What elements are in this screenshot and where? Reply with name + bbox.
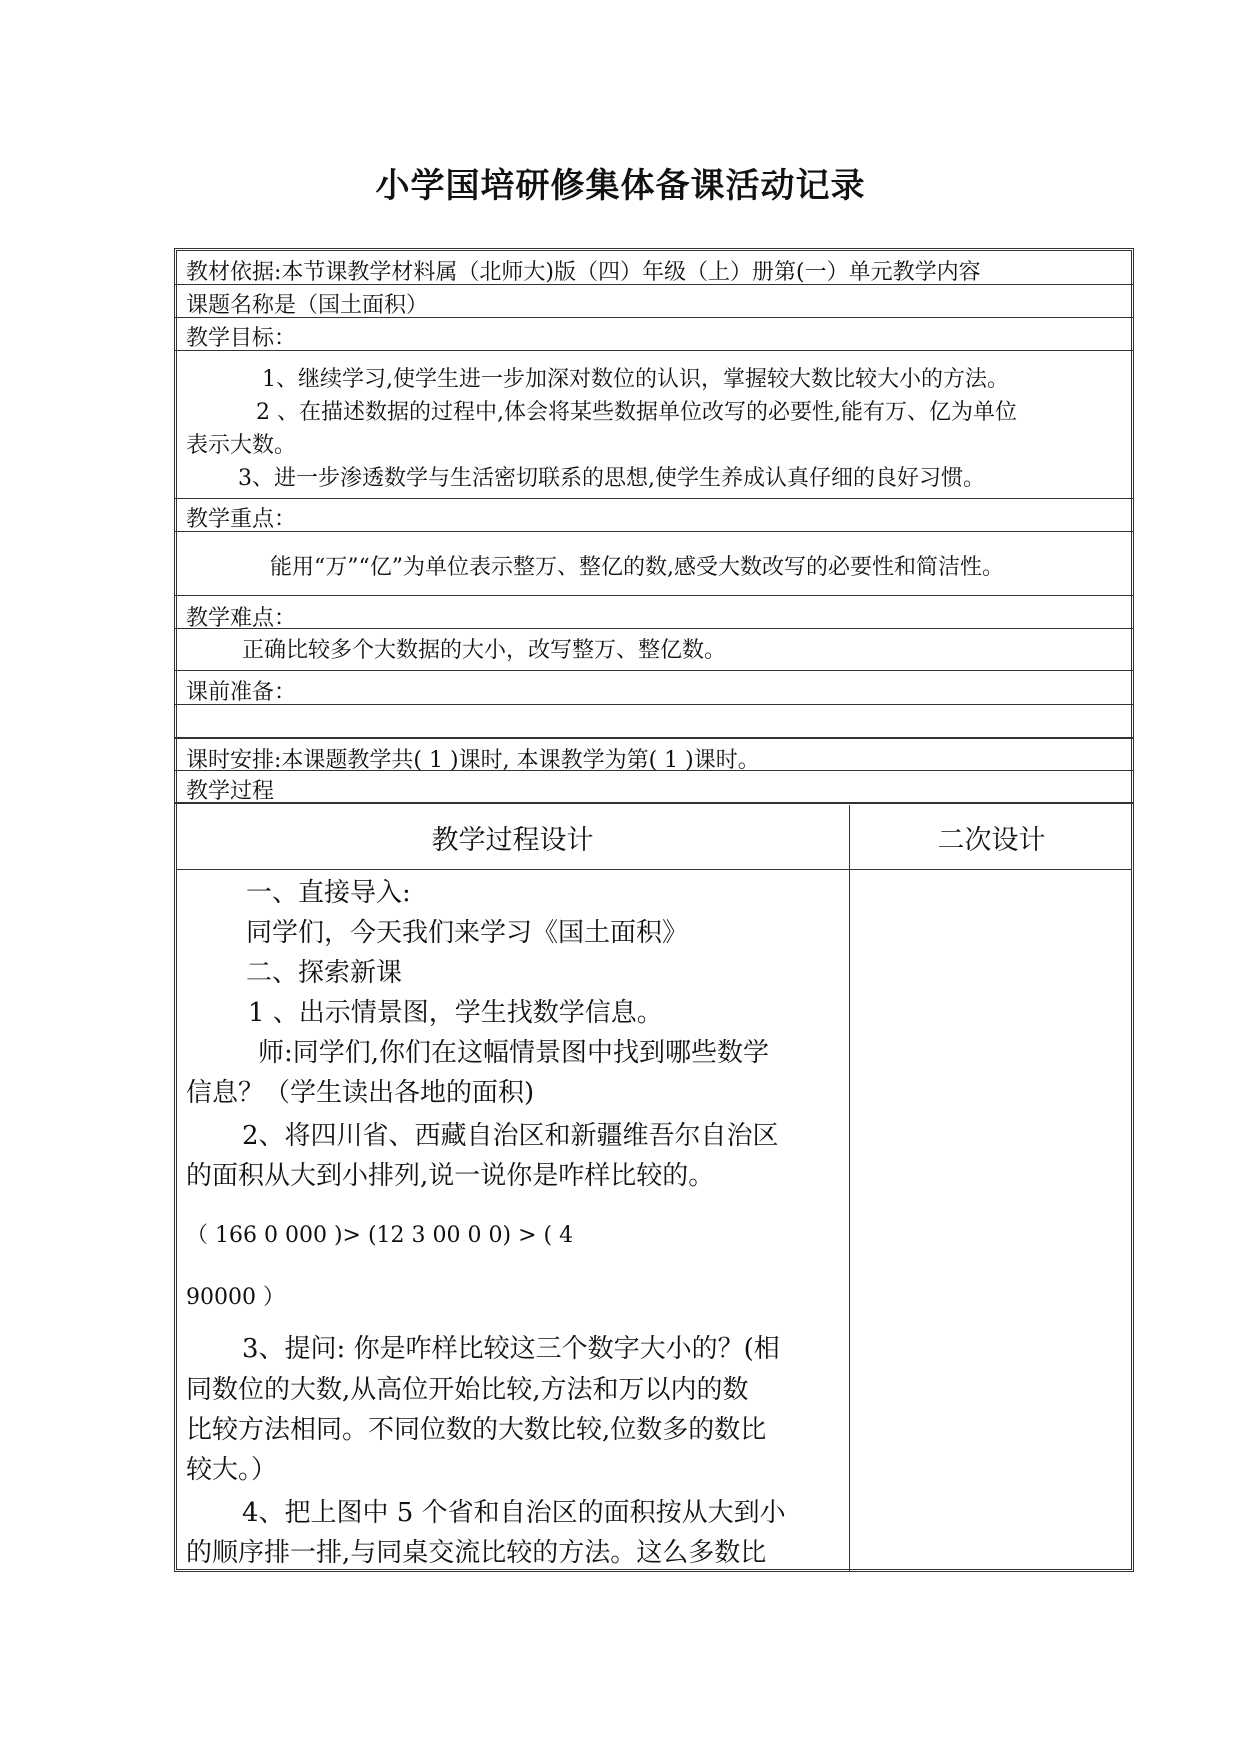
comparison-line: （ 166 0 000 )> (12 3 00 0 0) > ( 4 — [186, 1223, 574, 1248]
schedule-row — [174, 738, 1134, 771]
key-points-text: 能用“万”“亿”为单位表示整万、整亿的数,感受大数改写的必要性和简洁性。 — [270, 555, 1004, 580]
process-line: 4、把上图中 5 个省和自治区的面积按从大到小 — [242, 1498, 786, 1528]
difficulties-label: 教学难点： — [186, 606, 297, 631]
preparation-label: 课前准备： — [186, 680, 297, 705]
process-line: 一、直接导入: — [246, 878, 411, 908]
difficulties-text: 正确比较多个大数据的大小，改写整万、整亿数。 — [242, 638, 727, 663]
process-line: 师:同学们,你们在这幅情景图中找到哪些数学 — [258, 1038, 770, 1068]
process-line: 2、将四川省、西藏自治区和新疆维吾尔自治区 — [242, 1121, 779, 1151]
process-line: 的顺序排一排,与同桌交流比较的方法。这么多数比 — [186, 1538, 767, 1568]
key-points-label-row — [174, 499, 1134, 532]
process-label: 教学过程 — [186, 779, 275, 804]
objective-2-cont: 表示大数。 — [186, 433, 297, 458]
process-label-row — [174, 771, 1134, 804]
page-title: 小学国培研修集体备课活动记录 — [375, 166, 866, 206]
difficulties-row — [174, 629, 1134, 671]
difficulties-label-row — [174, 596, 1134, 629]
basis-label: 教材依据 — [186, 260, 275, 285]
process-line: 同学们，今天我们来学习《国土面积》 — [246, 918, 689, 948]
basis-line2: 课题名称是（国土面积） — [186, 293, 429, 318]
process-line: 较大。） — [186, 1455, 278, 1485]
process-design-header: 教学过程设计 — [431, 825, 594, 856]
objectives-label-row — [174, 318, 1134, 351]
preparation-label-row — [174, 671, 1134, 705]
objective-3: 3、进一步渗透数学与生活密切联系的思想,使学生养成认真仔细的良好习惯。 — [238, 466, 985, 491]
objectives-label: 教学目标： — [186, 326, 297, 351]
objective-1: 1、继续学习,使学生进一步加深对数位的认识，掌握较大数比较大小的方法。 — [262, 367, 1009, 392]
process-line: 信息？（学生读出各地的面积) — [186, 1078, 535, 1108]
preparation-row — [174, 705, 1134, 738]
process-design-content — [186, 870, 841, 1570]
process-line: 的面积从大到小排列,说一说你是咋样比较的。 — [186, 1161, 715, 1191]
schedule-label: 课时安排 — [186, 748, 275, 773]
key-points-row — [174, 532, 1134, 596]
process-line: 3、提问: 你是咋样比较这三个数字大小的？(相 — [242, 1334, 780, 1364]
objective-2: 2 、在描述数据的过程中,体会将某些数据单位改写的必要性,能有万、亿为单位 — [256, 400, 1017, 425]
basis-row-2 — [174, 285, 1134, 318]
process-line: 同数位的大数,从高位开始比较,方法和万以内的数 — [186, 1375, 749, 1405]
process-line: 1 、出示情景图，学生找数学信息。 — [248, 998, 663, 1028]
process-line: 比较方法相同。不同位数的大数比较,位数多的数比 — [186, 1415, 767, 1445]
basis-text: :本节课教学材料属（北师大)版（四）年级（上）册第(一）单元教学内容 — [274, 260, 981, 285]
key-points-label: 教学重点： — [186, 507, 297, 532]
comparison-line-cont: 90000 ） — [186, 1285, 285, 1310]
second-design-header: 二次设计 — [937, 825, 1046, 856]
process-line: 二、探索新课 — [246, 958, 403, 988]
schedule-text: :本课题教学共( 1 )课时, 本课教学为第( 1 )课时。 — [274, 748, 760, 773]
process-col-divider — [849, 805, 850, 1572]
objectives-row — [174, 351, 1134, 499]
basis-row — [174, 251, 1134, 285]
